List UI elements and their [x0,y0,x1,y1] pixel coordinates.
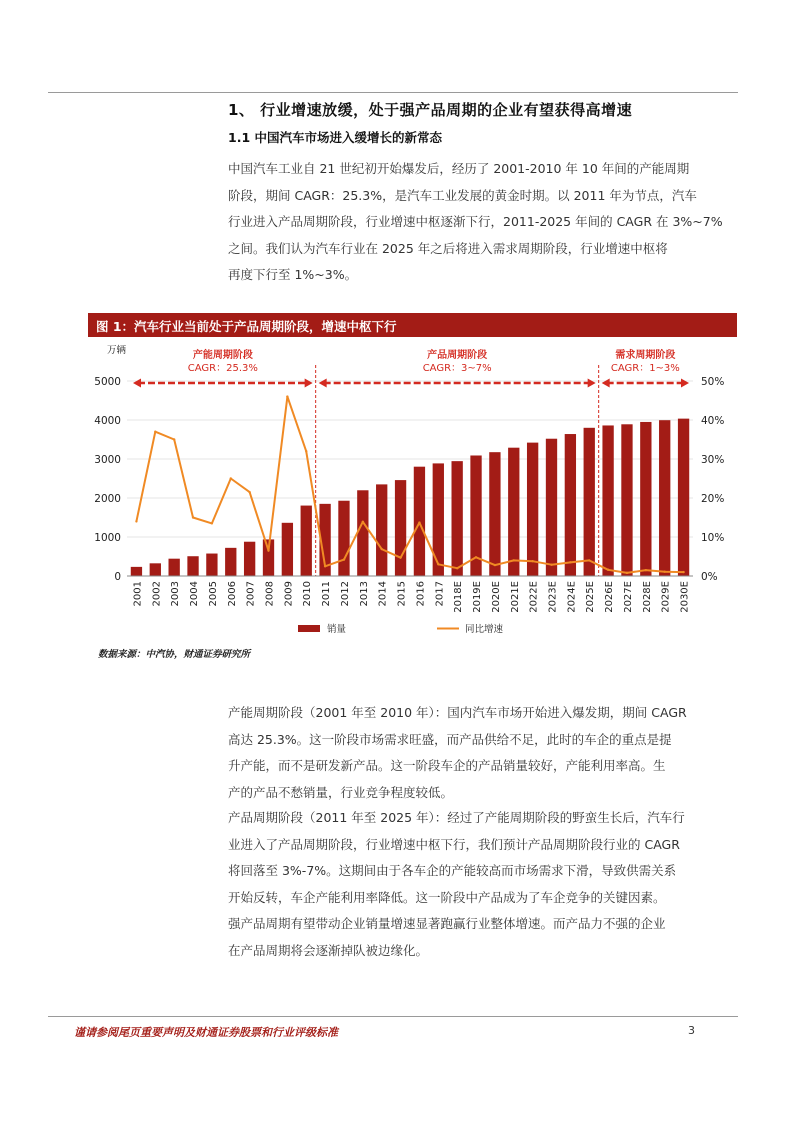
x-tick-label: 2027E [622,581,634,613]
bar-sales-2018E [452,461,463,576]
phase-cagr: CAGR：3~7% [422,363,492,374]
paragraph-line: 行业进入产品周期阶段，行业增速中枢逐渐下行，2011-2025 年间的 CAGR 在 3%~7% [228,214,723,229]
point-yoy-2008 [267,549,269,551]
x-tick-label: 2004 [189,581,201,607]
y-right-tick-label: 30% [701,454,725,466]
phase-arrow-head-right [681,379,689,388]
bar-sales-2028E [640,422,651,576]
point-yoy-2012 [343,558,345,560]
point-yoy-2016 [418,521,420,523]
x-tick-label: 2025E [585,581,597,613]
point-yoy-2019E [475,556,477,558]
x-tick-label: 2019E [472,581,484,613]
bar-sales-2024E [565,434,576,576]
bar-sales-2020E [489,452,500,576]
x-tick-label: 2018E [453,581,465,613]
phase-name: 产品周期阶段 [427,350,488,361]
bar-sales-2004 [187,556,198,576]
x-tick-label: 2024E [566,581,578,613]
bar-sales-2012 [338,501,349,576]
paragraph-product-cycle [228,805,728,964]
bar-sales-2016 [414,467,425,576]
point-yoy-2007 [248,491,250,493]
x-tick-label: 2015 [396,581,408,607]
bar-sales-2030E [678,419,689,576]
point-yoy-2001 [135,520,137,522]
x-tick-label: 2005 [207,581,219,607]
point-yoy-2015 [399,556,401,558]
figure-title: 图 1：汽车行业当前处于产品周期阶段，增速中枢下行 [96,319,397,334]
point-yoy-2024E [569,561,571,563]
point-yoy-2023E [550,563,552,565]
point-yoy-2002 [154,431,156,433]
x-tick-label: 2020E [490,581,502,613]
y-right-tick-label: 0% [701,571,718,583]
x-tick-label: 2002 [151,581,163,607]
header-rule [48,92,738,93]
point-yoy-2005 [211,522,213,524]
y-left-tick-label: 4000 [94,415,121,427]
phase-arrow-head-right [305,379,313,388]
bar-sales-2015 [395,480,406,576]
paragraph-line: 开始反转，车企产能利用率降低。这一阶段中产品成为了车企竞争的关键因素。 [228,889,666,905]
x-tick-label: 2013 [358,581,370,607]
paragraph-line: 将回落至 3%-7%。这期间由于各车企的产能较高而市场需求下滑，导致供需关系 [228,863,677,878]
figure-source: 数据来源：中汽协，财通证券研究所 [98,649,251,660]
phase-cagr: CAGR：1~3% [610,363,680,374]
x-tick-label: 2023E [547,581,559,613]
bar-sales-2006 [225,548,236,576]
paragraph-line: 阶段，期间 CAGR：25.3%，是汽车工业发展的黄金时期。以 2011 年为节点，汽车 [228,187,697,203]
y-left-tick-label: 5000 [94,376,121,388]
phase-arrow-head-left [133,379,141,388]
y-left-tick-label: 1000 [94,532,121,544]
subsection-heading: 1.1 中国汽车市场进入缓增长的新常态 [228,130,442,145]
bar-sales-2025E [584,428,595,576]
phase-arrow-head-left [602,379,610,388]
x-tick-label: 2016 [415,581,427,607]
x-tick-label: 2007 [245,581,257,607]
phase-name: 产能周期阶段 [192,350,253,361]
point-yoy-2017 [437,563,439,565]
point-yoy-2004 [192,516,194,518]
legend-label-growth: 同比增速 [465,624,504,635]
phase-cagr: CAGR：25.3% [187,363,258,374]
point-yoy-2009 [286,395,288,397]
point-yoy-2026E [607,569,609,571]
x-tick-label: 2030E [679,581,691,613]
point-yoy-2013 [362,521,364,523]
footer-rule [48,1016,738,1017]
paragraph-line: 高达 25.3%。这一阶段市场需求旺盛，而产品供给不足，此时的车企的重点是提 [228,731,672,747]
paragraph-line: 产能周期阶段（2001 年至 2010 年）：国内汽车市场开始进入爆发期，期间 CAGR [228,705,687,720]
paragraph-line: 中国汽车工业自 21 世纪初开始爆发后，经历了 2001-2010 年 10 年间的产能周期 [228,161,690,176]
point-yoy-2029E [664,571,666,573]
point-yoy-2014 [381,548,383,550]
bar-sales-2017 [433,463,444,576]
point-yoy-2010 [305,450,307,452]
bar-sales-2021E [508,448,519,576]
x-tick-label: 2014 [377,581,389,607]
bar-sales-2003 [169,559,180,576]
phase-name: 需求周期阶段 [615,350,676,361]
point-yoy-2011 [324,565,326,567]
y-left-tick-label: 3000 [94,454,121,466]
point-yoy-2028E [645,569,647,571]
bar-sales-2027E [621,424,632,576]
x-tick-label: 2026E [604,581,616,613]
paragraph-line: 产品周期阶段（2011 年至 2025 年）：经过了产能周期阶段的野蛮生长后，汽车行 [228,810,685,825]
x-tick-label: 2011 [321,581,333,607]
point-yoy-2022E [531,560,533,562]
paragraph-line: 业进入了产品周期阶段，行业增速中枢下行，我们预计产品周期阶段行业的 CAGR [228,836,680,852]
y-left-tick-label: 2000 [94,493,121,505]
point-yoy-2030E [682,571,684,573]
x-tick-label: 2010 [302,581,314,607]
bar-sales-2009 [282,523,293,576]
x-tick-label: 2003 [170,581,182,607]
paragraph-line: 之间。我们认为汽车行业在 2025 年之后将进入需求周期阶段，行业增速中枢将 [228,240,668,256]
paragraph-intro [228,156,728,289]
x-tick-label: 2021E [509,581,521,613]
x-tick-label: 2028E [641,581,653,613]
paragraph-line: 产的产品不愁销量，行业竞争程度较低。 [228,784,454,800]
bar-sales-2026E [602,425,613,576]
bar-sales-2005 [206,554,217,576]
x-tick-label: 2012 [339,581,351,607]
x-tick-label: 2029E [660,581,672,613]
phase-arrow-head-left [319,379,327,388]
bar-sales-2007 [244,542,255,576]
auto-sales-chart [88,338,737,644]
y-right-tick-label: 50% [701,376,725,388]
paragraph-capacity-cycle [228,700,728,806]
point-yoy-2006 [230,477,232,479]
point-yoy-2020E [494,564,496,566]
paragraph-line: 强产品周期有望带动企业销量增速显著跑赢行业整体增速。而产品力不强的企业 [228,916,666,931]
phase-arrow-head-right [588,379,596,388]
x-tick-label: 2022E [528,581,540,613]
bar-sales-2010 [301,506,312,576]
point-yoy-2018E [456,567,458,569]
paragraph-line: 再度下行至 1%~3%。 [228,267,358,282]
bar-sales-2002 [150,563,161,576]
bar-sales-2001 [131,567,142,576]
legend-swatch-sales [298,625,320,632]
x-tick-label: 2009 [283,581,295,607]
paragraph-line: 在产品周期将会逐渐掉队被边缘化。 [228,942,429,958]
disclaimer-footer: 谨请参阅尾页重要声明及财通证券股票和行业评级标准 [74,1026,338,1039]
x-tick-label: 2006 [226,581,238,607]
y-left-tick-label: 0 [114,571,121,583]
y-left-unit-label: 万辆 [107,345,127,356]
y-right-tick-label: 10% [701,532,725,544]
x-tick-label: 2001 [132,581,144,607]
legend-label-sales: 销量 [327,624,347,635]
point-yoy-2025E [588,559,590,561]
y-right-tick-label: 40% [701,415,725,427]
bar-sales-2013 [357,490,368,576]
x-tick-label: 2008 [264,581,276,607]
point-yoy-2021E [513,559,515,561]
bar-sales-2023E [546,439,557,576]
bar-sales-2029E [659,420,670,576]
section-heading: 1、 行业增速放缓，处于强产品周期的企业有望获得高增速 [228,101,633,119]
y-right-tick-label: 20% [701,493,725,505]
paragraph-line: 升产能，而不是研发新产品。这一阶段车企的产品销量较好，产能利用率高。生 [228,758,666,773]
bar-sales-2014 [376,484,387,576]
x-tick-label: 2017 [434,581,446,607]
point-yoy-2027E [626,572,628,574]
page-number: 3 [688,1024,695,1037]
bar-sales-2022E [527,443,538,576]
line-yoy-growth [136,397,683,573]
point-yoy-2003 [173,438,175,440]
